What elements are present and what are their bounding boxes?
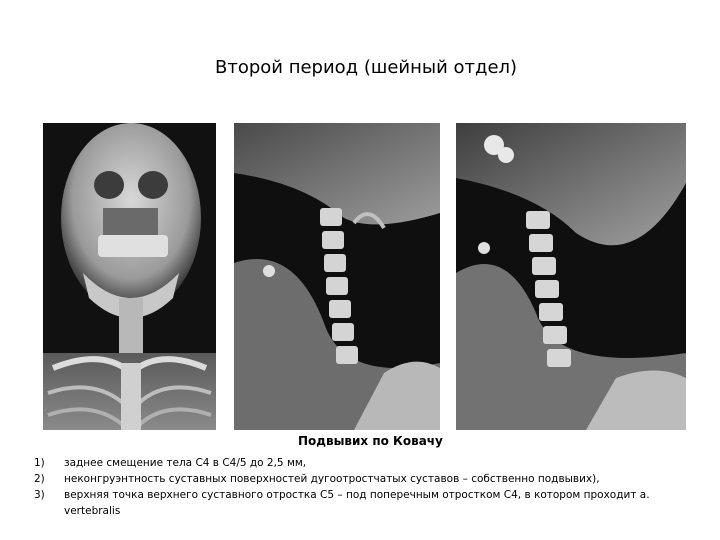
list-item-text: неконгруэнтность суставных поверхностей дугоотростчатых суставов – собственно подвывих),	[64, 473, 600, 485]
list-item-number: 3)	[34, 489, 45, 501]
slide-title: Второй период (шейный отдел)	[215, 57, 518, 78]
list-item-text: верхняя точка верхнего суставного отростка С5 – под поперечным отростком С4, в котором проходит a. vertebralis	[64, 489, 650, 517]
list-item	[34, 471, 694, 487]
xray-lateral-image-2	[456, 123, 686, 430]
list-item-text: заднее смещение тела С4 в С4/5 до 2,5 мм,	[64, 457, 307, 469]
list-item	[34, 455, 694, 471]
xray-frontal-image	[43, 123, 216, 430]
list-item-number: 1)	[34, 457, 45, 469]
image-caption: Подвывих по Ковачу	[298, 434, 443, 448]
list-item-number: 2)	[34, 473, 45, 485]
list-item	[34, 487, 704, 519]
findings-list	[34, 455, 694, 519]
xray-lateral-image-1	[234, 123, 440, 430]
